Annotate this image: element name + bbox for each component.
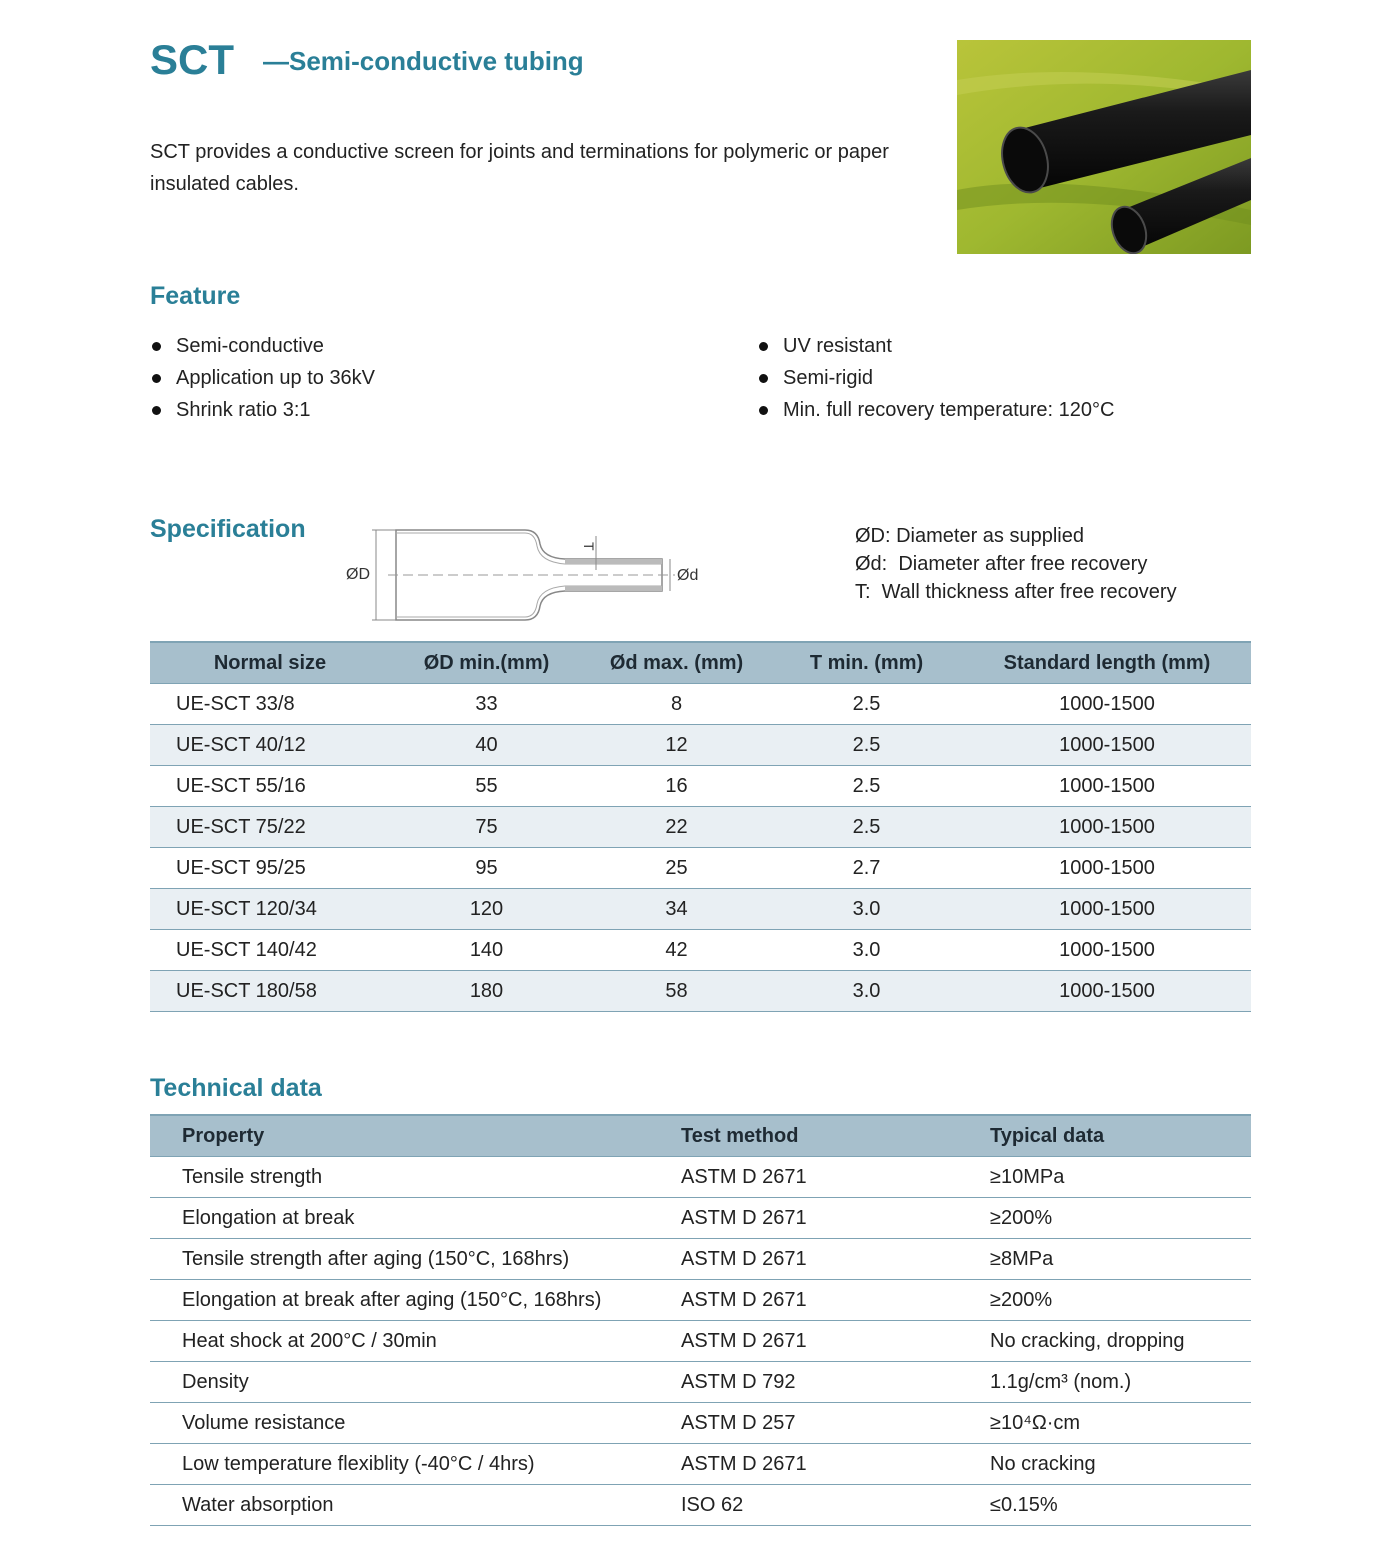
table-cell: UE-SCT 75/22: [150, 807, 390, 848]
table-cell: 2.5: [770, 807, 963, 848]
feature-list-right: [757, 330, 1114, 426]
technical-data-heading: Technical data: [150, 1074, 322, 1102]
table-row: [150, 1198, 1251, 1239]
table-row: [150, 1157, 1251, 1198]
table-cell: 1000-1500: [963, 684, 1251, 725]
feature-item: UV resistant: [757, 330, 1114, 362]
table-cell: UE-SCT 140/42: [150, 930, 390, 971]
specification-table: [150, 641, 1251, 1012]
table-row: [150, 1444, 1251, 1485]
table-row: [150, 766, 1251, 807]
table-cell: UE-SCT 33/8: [150, 684, 390, 725]
table-row: [150, 930, 1251, 971]
table-cell: ISO 62: [680, 1485, 989, 1526]
table-row: [150, 848, 1251, 889]
table-cell: 42: [583, 930, 770, 971]
product-name-subtitle: —Semi-conductive tubing: [263, 46, 584, 76]
table-cell: ≥10⁴Ω·cm: [989, 1403, 1251, 1444]
table-cell: 40: [390, 725, 583, 766]
table-row: [150, 1362, 1251, 1403]
od-small-label: Ød: [677, 567, 699, 584]
table-cell: Elongation at break: [150, 1198, 680, 1239]
table-cell: Tensile strength after aging (150°C, 168hrs): [150, 1239, 680, 1280]
table-cell: 16: [583, 766, 770, 807]
column-header: Ød max. (mm): [583, 642, 770, 684]
table-row: [150, 725, 1251, 766]
table-cell: UE-SCT 40/12: [150, 725, 390, 766]
technical-data-table: [150, 1114, 1251, 1526]
column-header: ØD min.(mm): [390, 642, 583, 684]
table-cell: 2.7: [770, 848, 963, 889]
column-header: Normal size: [150, 642, 390, 684]
table-cell: Water absorption: [150, 1485, 680, 1526]
table-cell: ASTM D 2671: [680, 1198, 989, 1239]
table-cell: 1000-1500: [963, 889, 1251, 930]
column-header: Test method: [680, 1115, 989, 1157]
table-cell: 33: [390, 684, 583, 725]
table-cell: 3.0: [770, 930, 963, 971]
table-cell: ASTM D 792: [680, 1362, 989, 1403]
table-cell: 58: [583, 971, 770, 1012]
table-row: [150, 889, 1251, 930]
table-cell: 120: [390, 889, 583, 930]
table-cell: 22: [583, 807, 770, 848]
table-cell: 75: [390, 807, 583, 848]
feature-list-left: [150, 330, 375, 426]
table-row: [150, 807, 1251, 848]
table-row: [150, 1280, 1251, 1321]
table-cell: No cracking, dropping: [989, 1321, 1251, 1362]
table-cell: ASTM D 2671: [680, 1280, 989, 1321]
table-cell: 1000-1500: [963, 971, 1251, 1012]
table-cell: 1000-1500: [963, 930, 1251, 971]
table-cell: 2.5: [770, 684, 963, 725]
table-cell: ≥200%: [989, 1280, 1251, 1321]
table-row: [150, 1485, 1251, 1526]
table-cell: 1000-1500: [963, 848, 1251, 889]
table-cell: No cracking: [989, 1444, 1251, 1485]
table-row: [150, 1403, 1251, 1444]
table-cell: 95: [390, 848, 583, 889]
feature-heading: Feature: [150, 282, 241, 310]
table-cell: 1000-1500: [963, 766, 1251, 807]
column-header: Property: [150, 1115, 680, 1157]
table-cell: 3.0: [770, 889, 963, 930]
table-cell: Volume resistance: [150, 1403, 680, 1444]
table-cell: UE-SCT 95/25: [150, 848, 390, 889]
specification-heading: Specification: [150, 515, 306, 543]
product-code-title: SCT: [150, 36, 234, 83]
feature-item: Application up to 36kV: [150, 362, 375, 394]
feature-item: Semi-conductive: [150, 330, 375, 362]
table-cell: Density: [150, 1362, 680, 1403]
table-cell: ASTM D 2671: [680, 1321, 989, 1362]
tubing-dimension-diagram: [340, 522, 720, 628]
table-cell: Elongation at break after aging (150°C, 168hrs): [150, 1280, 680, 1321]
table-cell: ASTM D 2671: [680, 1157, 989, 1198]
table-cell: UE-SCT 55/16: [150, 766, 390, 807]
tubing-photo-illustration: [957, 40, 1251, 254]
table-cell: 3.0: [770, 971, 963, 1012]
table-cell: ≤0.15%: [989, 1485, 1251, 1526]
table-cell: 34: [583, 889, 770, 930]
table-cell: ≥8MPa: [989, 1239, 1251, 1280]
table-row: [150, 971, 1251, 1012]
column-header: T min. (mm): [770, 642, 963, 684]
od-big-label: ØD: [346, 566, 370, 583]
table-header-row: [150, 642, 1251, 684]
dimension-legend: [855, 522, 1177, 606]
table-cell: 140: [390, 930, 583, 971]
legend-item: ØD: Diameter as supplied: [855, 525, 1084, 547]
table-cell: 12: [583, 725, 770, 766]
table-cell: ASTM D 2671: [680, 1239, 989, 1280]
table-cell: Heat shock at 200°C / 30min: [150, 1321, 680, 1362]
table-cell: Tensile strength: [150, 1157, 680, 1198]
table-cell: UE-SCT 180/58: [150, 971, 390, 1012]
thickness-label: T: [581, 542, 597, 551]
table-cell: 180: [390, 971, 583, 1012]
table-cell: UE-SCT 120/34: [150, 889, 390, 930]
column-header: Typical data: [989, 1115, 1251, 1157]
table-cell: 8: [583, 684, 770, 725]
table-header-row: [150, 1115, 1251, 1157]
table-cell: Low temperature flexiblity (-40°C / 4hrs): [150, 1444, 680, 1485]
legend-item: Ød: Diameter after free recovery: [855, 553, 1148, 575]
table-cell: ≥200%: [989, 1198, 1251, 1239]
table-cell: 55: [390, 766, 583, 807]
table-cell: 1000-1500: [963, 807, 1251, 848]
table-cell: ASTM D 257: [680, 1403, 989, 1444]
product-intro: SCT provides a conductive screen for joints and terminations for polymeric or paper insulated cables.: [150, 141, 889, 195]
table-cell: 1.1g/cm³ (nom.): [989, 1362, 1251, 1403]
product-photo: [957, 40, 1251, 254]
table-row: [150, 1321, 1251, 1362]
table-cell: ASTM D 2671: [680, 1444, 989, 1485]
table-cell: 2.5: [770, 725, 963, 766]
table-cell: 2.5: [770, 766, 963, 807]
table-cell: ≥10MPa: [989, 1157, 1251, 1198]
feature-item: Semi-rigid: [757, 362, 1114, 394]
column-header: Standard length (mm): [963, 642, 1251, 684]
table-row: [150, 684, 1251, 725]
table-cell: 1000-1500: [963, 725, 1251, 766]
feature-item: Min. full recovery temperature: 120°C: [757, 394, 1114, 426]
table-row: [150, 1239, 1251, 1280]
legend-item: T: Wall thickness after free recovery: [855, 581, 1177, 603]
feature-item: Shrink ratio 3:1: [150, 394, 375, 426]
table-cell: 25: [583, 848, 770, 889]
